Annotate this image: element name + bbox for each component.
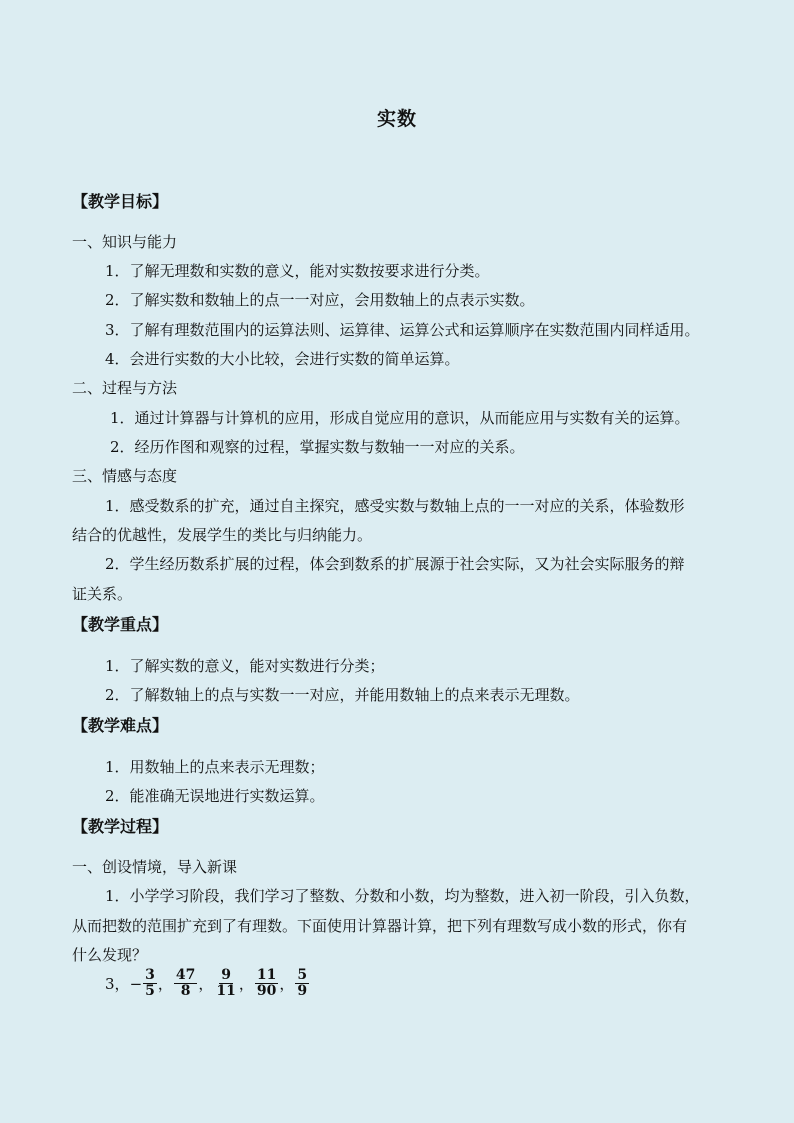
goal-item: 3．了解有理数范围内的运算法则、运算律、运算公式和运算顺序在实数范围内同样适用。: [105, 321, 700, 339]
denominator: 90: [256, 983, 277, 999]
numerator: 11: [256, 967, 277, 983]
page-title: 实数: [376, 108, 417, 130]
rational-number-list: [105, 968, 310, 999]
goal-item: 4．会进行实数的大小比较，会进行实数的简单运算。: [105, 350, 460, 368]
key-item: 2．了解数轴上的点与实数一一对应，并能用数轴上的点来表示无理数。: [105, 686, 580, 704]
subheading-scenario: 一、创设情境，导入新课: [72, 858, 238, 876]
goal-paragraph-line: 结合的优越性，发展学生的类比与归纳能力。: [72, 526, 373, 544]
denominator: 11: [216, 983, 236, 999]
list-separator: ，: [279, 974, 295, 993]
fraction: [295, 968, 309, 999]
numerator: 47: [175, 967, 196, 983]
goal-paragraph-line: 2．学生经历数系扩展的过程，体会到数系的扩展源于社会实际，又为社会实际服务的辩: [105, 555, 685, 573]
denominator: 8: [180, 983, 191, 999]
difficult-item: 1．用数轴上的点来表示无理数；: [105, 758, 325, 776]
goal-paragraph-line: 证关系。: [72, 585, 133, 603]
heading-teaching-process: 【教学过程】: [72, 817, 169, 836]
key-item: 1．了解实数的意义，能对实数进行分类；: [105, 657, 385, 675]
negative-sign: −: [129, 974, 143, 993]
goal-item: 1．了解无理数和实数的意义，能对实数按要求进行分类。: [105, 262, 490, 280]
list-separator: ，: [198, 974, 214, 993]
numerator: 3: [145, 967, 155, 983]
list-number: 3: [105, 974, 115, 993]
numerator: 5: [297, 967, 308, 983]
numerator: 9: [221, 967, 232, 983]
denominator: 9: [297, 983, 308, 999]
fraction: [174, 968, 197, 999]
goal-item: 1．通过计算器与计算机的应用，形成自觉应用的意识，从而能应用与实数有关的运算。: [110, 409, 690, 427]
fraction: [255, 968, 278, 999]
process-paragraph-line: 1．小学学习阶段，我们学习了整数、分数和小数，均为整数，进入初一阶段，引入负数，: [105, 887, 700, 905]
subheading-process-method: 二、过程与方法: [72, 379, 178, 397]
list-separator: ，: [114, 974, 130, 993]
goal-item: 2．经历作图和观察的过程，掌握实数与数轴一一对应的关系。: [110, 438, 525, 456]
denominator: 5: [145, 983, 155, 999]
subheading-knowledge-ability: 一、知识与能力: [72, 233, 178, 251]
heading-teaching-goals: 【教学目标】: [72, 192, 169, 211]
process-paragraph-line: 从而把数的范围扩充到了有理数。下面使用计算器计算，把下列有理数写成小数的形式，你有: [72, 917, 688, 935]
goal-item: 2．了解实数和数轴上的点一一对应，会用数轴上的点表示实数。: [105, 291, 535, 309]
fraction: [214, 968, 237, 999]
list-separator: ，: [238, 974, 254, 993]
heading-difficult-points: 【教学难点】: [72, 716, 169, 735]
process-paragraph-line: 什么发现？: [72, 946, 148, 964]
goal-paragraph-line: 1．感受数系的扩充，通过自主探究，感受实数与数轴上点的一一对应的关系，体验数形: [105, 497, 685, 515]
fraction: [143, 968, 157, 999]
difficult-item: 2．能准确无误地进行实数运算。: [105, 787, 325, 805]
subheading-emotion-attitude: 三、情感与态度: [72, 467, 178, 485]
heading-key-points: 【教学重点】: [72, 615, 169, 634]
list-separator: ，: [157, 974, 173, 993]
